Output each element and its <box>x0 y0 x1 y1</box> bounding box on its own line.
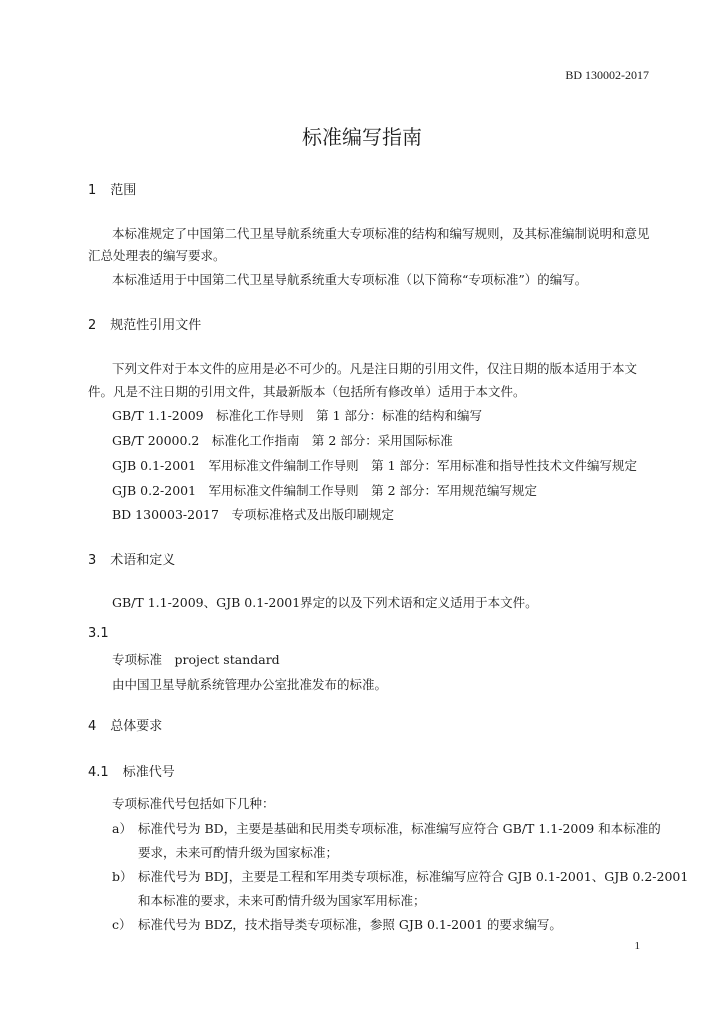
term-number: 3.1 <box>88 626 109 641</box>
page-number: 1 <box>634 940 640 952</box>
list-item-label: a） <box>112 821 132 836</box>
list-item-label: c） <box>112 917 132 932</box>
reference-code: GJB 0.1-2001 <box>112 458 197 473</box>
list-item-text: 标准代号为 BD，主要是基础和民用类专项标准，标准编写应符合 GB/T 1.1-2009 和本标准的 <box>138 821 661 836</box>
section-number: 3 <box>88 553 97 568</box>
reference-item <box>112 507 394 523</box>
paragraph: 本标准适用于中国第二代卫星导航系统重大专项标准（以下简称“专项标准”）的编写。 <box>112 272 588 287</box>
section-4-heading <box>88 719 162 735</box>
list-item-text: 标准代号为 BDZ，技术指导类专项标准，参照 GJB 0.1-2001 的要求编写。 <box>138 917 562 932</box>
section-title: 规范性引用文件 <box>110 318 202 333</box>
term-definition: 由中国卫星导航系统管理办公室批准发布的标准。 <box>112 677 388 692</box>
section-number: 1 <box>88 183 97 198</box>
paragraph: 专项标准代号包括如下几种： <box>112 796 275 811</box>
reference-title: 标准化工作导则 第 1 部分：标准的结构和编写 <box>216 408 483 423</box>
section-number: 2 <box>88 318 97 333</box>
reference-title: 军用标准文件编制工作导则 第 2 部分：军用规范编写规定 <box>208 483 537 498</box>
paragraph-continued: 汇总处理表的编写要求。 <box>88 248 226 263</box>
reference-item <box>112 408 482 424</box>
reference-title: 军用标准文件编制工作导则 第 1 部分：军用标准和指导性技术文件编写规定 <box>208 458 637 473</box>
paragraph: GB/T 1.1-2009、GJB 0.1-2001界定的以及下列术语和定义适用于本文件。 <box>112 595 538 610</box>
reference-code: GJB 0.2-2001 <box>112 483 197 498</box>
reference-title: 专项标准格式及出版印刷规定 <box>231 507 394 522</box>
reference-code: GB/T 20000.2 <box>112 433 200 448</box>
reference-code: BD 130003-2017 <box>112 507 219 522</box>
reference-title: 标准化工作指南 第 2 部分：采用国际标准 <box>211 433 453 448</box>
list-item-label: b） <box>112 869 133 884</box>
section-3-heading <box>88 553 175 569</box>
paragraph-continued: 件。凡是不注日期的引用文件，其最新版本（包括所有修改单）适用于本文件。 <box>88 384 526 399</box>
subsection-title: 标准代号 <box>122 765 175 780</box>
reference-item <box>112 483 537 499</box>
document-title: 标准编写指南 <box>302 125 422 149</box>
section-number: 4 <box>88 719 97 734</box>
subsection-4-1-heading <box>88 765 175 781</box>
section-2-heading <box>88 318 201 334</box>
section-title: 范围 <box>110 183 137 198</box>
list-item-text-continued: 要求，未来可酌情升级为国家标准； <box>138 845 339 860</box>
reference-item <box>112 458 637 474</box>
document-code: BD 130002-2017 <box>565 68 649 82</box>
section-title: 术语和定义 <box>110 553 176 568</box>
term-name: 专项标准 <box>112 652 163 667</box>
subsection-number: 4.1 <box>88 765 109 780</box>
paragraph: 本标准规定了中国第二代卫星导航系统重大专项标准的结构和编写规则，及其标准编制说明和意见 <box>112 226 650 241</box>
section-1-heading <box>88 183 136 199</box>
section-title: 总体要求 <box>110 719 163 734</box>
paragraph: 下列文件对于本文件的应用是必不可少的。凡是注日期的引用文件，仅注日期的版本适用于本文 <box>112 361 638 376</box>
term-english: project standard <box>174 652 280 667</box>
term-entry <box>112 652 280 668</box>
reference-item <box>112 433 453 449</box>
list-item-text-continued: 和本标准的要求，未来可酌情升级为国家军用标准； <box>138 893 426 908</box>
list-item-text: 标准代号为 BDJ，主要是工程和军用类专项标准，标准编写应符合 GJB 0.1-2001、GJB 0.2-2001 <box>138 869 689 884</box>
reference-code: GB/T 1.1-2009 <box>112 408 204 423</box>
